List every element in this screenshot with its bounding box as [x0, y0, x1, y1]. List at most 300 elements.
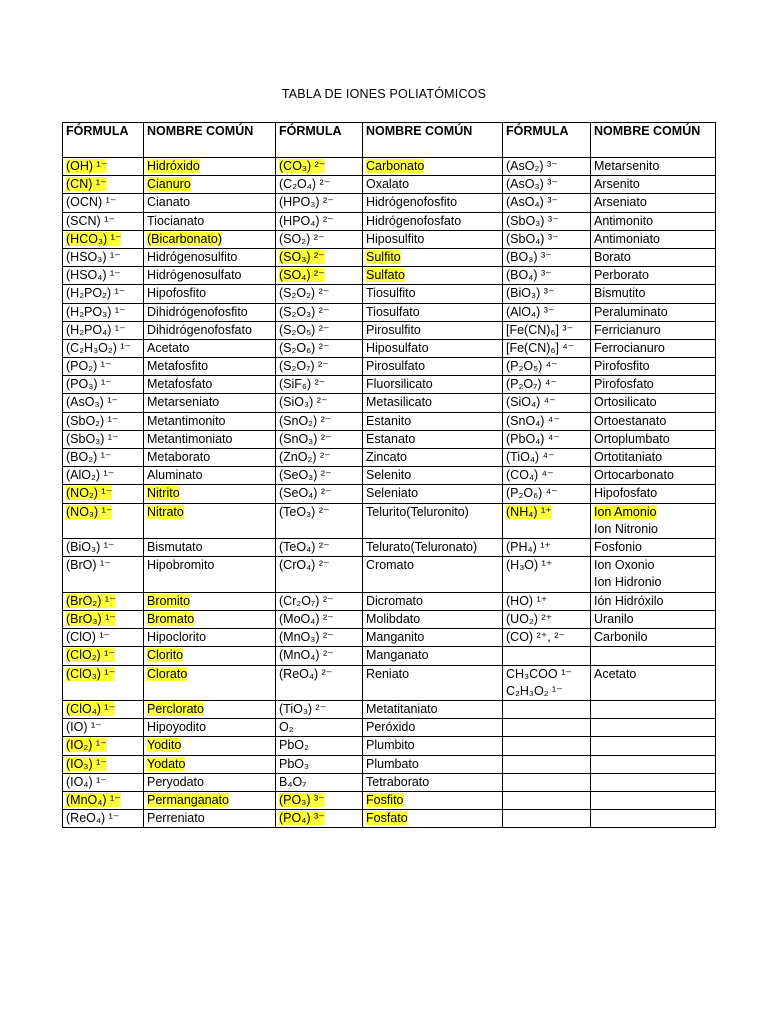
table-row	[63, 285, 716, 303]
cell-name-1	[144, 485, 276, 503]
cell-text: Pirosulfato	[366, 359, 426, 374]
cell-text: Arseniato	[594, 195, 647, 210]
cell-text: (P₂O₅) ⁴⁻	[506, 359, 558, 374]
cell-formula-2	[276, 212, 363, 230]
table-row	[63, 773, 716, 791]
cell-text: Bismutito	[594, 286, 646, 301]
cell-name-2	[363, 557, 503, 593]
cell-text: (PO₂) ¹⁻	[66, 359, 112, 374]
cell-text: (SO₂) ²⁻	[279, 231, 325, 246]
cell-text: Metasilicato	[366, 395, 432, 410]
cell-name-3	[591, 158, 716, 176]
cell-formula-3	[503, 358, 591, 376]
cell-text: Oxalato	[366, 177, 410, 192]
cell-formula-2	[276, 539, 363, 557]
cell-text: (CN) ¹⁻	[66, 177, 107, 192]
cell-name-1	[144, 557, 276, 593]
cell-text: (ZnO₂) ²⁻	[279, 450, 331, 464]
cell-name-3	[591, 539, 716, 557]
cell-name-3	[591, 737, 716, 755]
cell-text: Tiocianato	[147, 213, 205, 228]
cell-line	[279, 792, 359, 809]
cell-text: (S₂O₆) ²⁻	[279, 340, 330, 355]
cell-text: Ortocarbonato	[594, 468, 674, 483]
cell-text: (S₂O₇) ²⁻	[279, 359, 329, 374]
header-name-2: NOMBRE COMÚN	[363, 123, 503, 158]
cell-text: Metarsenito	[594, 159, 660, 173]
table-row	[63, 629, 716, 647]
cell-name-3	[591, 665, 716, 701]
cell-text: Fosfato	[366, 811, 408, 826]
cell-line	[147, 666, 272, 683]
cell-text: Tiosulfito	[366, 286, 416, 301]
cell-text: (ClO₄) ¹⁻	[66, 702, 116, 716]
cell-text: (ReO₄) ¹⁻	[66, 811, 120, 826]
cell-line	[147, 647, 272, 664]
cell-line	[147, 701, 272, 718]
cell-formula-3	[503, 339, 591, 357]
cell-line	[147, 485, 272, 502]
cell-text: (HSO₄) ¹⁻	[66, 268, 121, 283]
cell-formula-2	[276, 430, 363, 448]
cell-text: Peryodato	[147, 774, 204, 789]
table-row	[63, 810, 716, 828]
cell-line	[66, 611, 140, 628]
cell-name-3	[591, 610, 716, 628]
cell-text: Acetato	[147, 340, 190, 355]
cell-text: Zincato	[366, 450, 407, 464]
cell-formula-1	[63, 248, 144, 266]
cell-text: Ferricianuro	[594, 322, 661, 337]
cell-text: (TeO₄) ²⁻	[279, 540, 330, 555]
cell-text: Bismutato	[147, 540, 203, 555]
cell-text: (AsO₃) ³⁻	[506, 177, 558, 192]
cell-text: Hiposulfito	[366, 231, 425, 246]
cell-name-2	[363, 467, 503, 485]
cell-name-3	[591, 212, 716, 230]
cell-text: Ortotitaniato	[594, 450, 663, 464]
cell-line	[279, 267, 359, 284]
cell-text: Fluorsilicato	[366, 377, 433, 392]
cell-formula-1	[63, 737, 144, 755]
ions-table	[62, 122, 716, 828]
cell-name-1	[144, 248, 276, 266]
cell-formula-3	[503, 176, 591, 194]
cell-text: (CO₃) ²⁻	[279, 159, 326, 173]
cell-formula-3	[503, 267, 591, 285]
cell-line	[279, 249, 359, 266]
cell-formula-3	[503, 285, 591, 303]
cell-text: Molibdato	[366, 611, 421, 626]
cell-text: Nitrato	[147, 504, 184, 519]
cell-formula-1	[63, 285, 144, 303]
cell-text: Perclorato	[147, 702, 204, 716]
cell-text: Hidróxido	[147, 159, 200, 173]
cell-formula-1	[63, 647, 144, 665]
cell-line	[366, 792, 499, 809]
cell-text: Yodato	[147, 756, 186, 771]
cell-text: Hipofosfito	[147, 286, 207, 301]
cell-text: Metarseniato	[147, 395, 220, 410]
cell-name-1	[144, 449, 276, 467]
cell-formula-2	[276, 610, 363, 628]
cell-text: Bromato	[147, 611, 195, 626]
table-row	[63, 665, 716, 701]
table-row	[63, 737, 716, 755]
cell-text: Estanato	[366, 431, 416, 446]
cell-line	[66, 647, 140, 664]
cell-formula-1	[63, 610, 144, 628]
cell-name-3	[591, 810, 716, 828]
cell-text: Cromato	[366, 558, 414, 573]
cell-text: Carbonato	[366, 159, 425, 173]
cell-line	[66, 231, 140, 248]
cell-name-1	[144, 665, 276, 701]
cell-text: (HSO₃) ¹⁻	[66, 249, 121, 264]
header-formula-3: FÓRMULA	[503, 123, 591, 158]
cell-line	[147, 737, 272, 754]
cell-text: (NO₃) ¹⁻	[66, 504, 113, 519]
cell-text: (H₂PO₂) ¹⁻	[66, 286, 126, 301]
cell-name-1	[144, 773, 276, 791]
cell-line	[147, 593, 272, 610]
cell-text: Nitrito	[147, 486, 180, 501]
cell-formula-1	[63, 430, 144, 448]
cell-name-2	[363, 339, 503, 357]
cell-formula-2	[276, 267, 363, 285]
table-row	[63, 376, 716, 394]
cell-name-1	[144, 467, 276, 485]
cell-name-2	[363, 610, 503, 628]
cell-line	[147, 756, 272, 773]
table-row	[63, 412, 716, 430]
cell-text: (P₂O₆) ⁴⁻	[506, 486, 558, 501]
cell-text: Metantimoniato	[147, 431, 233, 446]
cell-text: (AsO₄) ³⁻	[506, 195, 558, 210]
cell-formula-2	[276, 339, 363, 357]
cell-formula-2	[276, 412, 363, 430]
cell-formula-3	[503, 467, 591, 485]
cell-name-2	[363, 412, 503, 430]
cell-formula-1	[63, 557, 144, 593]
cell-name-1	[144, 285, 276, 303]
cell-text: (C₂O₄) ²⁻	[279, 177, 331, 192]
cell-text: (IO₄) ¹⁻	[66, 774, 107, 789]
cell-text: (TiO₃) ²⁻	[279, 702, 327, 716]
cell-name-2	[363, 592, 503, 610]
cell-text: Hidrógenosulfato	[147, 268, 242, 283]
cell-text: (SiF₆) ²⁻	[279, 377, 326, 392]
cell-name-1	[144, 719, 276, 737]
cell-text: O₂	[279, 720, 294, 735]
cell-formula-1	[63, 719, 144, 737]
cell-name-1	[144, 158, 276, 176]
cell-text: (MnO₃) ²⁻	[279, 630, 334, 645]
cell-formula-3	[503, 503, 591, 539]
table-row	[63, 449, 716, 467]
cell-formula-1	[63, 755, 144, 773]
table-row	[63, 394, 716, 412]
cell-formula-2	[276, 176, 363, 194]
cell-formula-2	[276, 755, 363, 773]
cell-formula-2	[276, 449, 363, 467]
cell-text: Hipofosfato	[594, 486, 658, 501]
cell-formula-3	[503, 430, 591, 448]
cell-name-3	[591, 394, 716, 412]
cell-name-3	[591, 194, 716, 212]
cell-line	[66, 756, 140, 773]
cell-text: Selenito	[366, 468, 412, 483]
cell-text: (C₂H₃O₂) ¹⁻	[66, 340, 132, 355]
cell-text: (MoO₄) ²⁻	[279, 611, 334, 626]
cell-name-2	[363, 212, 503, 230]
cell-text: (SbO₄) ³⁻	[506, 231, 559, 246]
cell-name-3	[591, 701, 716, 719]
cell-text: (MnO₄) ²⁻	[279, 648, 334, 663]
cell-text: (PH₄) ¹⁺	[506, 540, 552, 555]
cell-text: Ferrocianuro	[594, 340, 665, 355]
cell-formula-2	[276, 194, 363, 212]
cell-text: [Fe(CN)₆] ³⁻	[506, 322, 574, 337]
cell-formula-1	[63, 376, 144, 394]
cell-name-2	[363, 248, 503, 266]
cell-line	[279, 158, 359, 175]
cell-formula-3	[503, 665, 591, 701]
cell-text: Metantimonito	[147, 413, 226, 428]
cell-name-3	[591, 285, 716, 303]
cell-name-2	[363, 285, 503, 303]
cell-text: Hidrógenofosfito	[366, 195, 458, 210]
cell-text: Sulfato	[366, 268, 405, 283]
table-row	[63, 230, 716, 248]
cell-text: (OH) ¹⁻	[66, 159, 108, 173]
cell-text: (S₂O₅) ²⁻	[279, 322, 330, 337]
cell-formula-1	[63, 412, 144, 430]
cell-text: (BiO₃) ³⁻	[506, 286, 555, 301]
cell-text: Pirofosfito	[594, 359, 650, 374]
cell-formula-3	[503, 810, 591, 828]
cell-text: Dicromato	[366, 593, 423, 608]
ions-table-body	[63, 158, 716, 828]
cell-text: Dihidrógenofosfato	[147, 322, 252, 337]
cell-formula-3	[503, 592, 591, 610]
cell-name-2	[363, 737, 503, 755]
cell-formula-2	[276, 701, 363, 719]
cell-name-2	[363, 321, 503, 339]
cell-text: Hipoclorito	[147, 630, 207, 645]
cell-line	[66, 593, 140, 610]
cell-text: (CO) ²⁺, ²⁻	[506, 630, 566, 645]
cell-name-1	[144, 610, 276, 628]
cell-formula-3	[503, 557, 591, 593]
table-row	[63, 212, 716, 230]
cell-text: [Fe(CN)₆] ⁴⁻	[506, 340, 575, 355]
cell-name-3	[591, 449, 716, 467]
cell-text: Perborato	[594, 268, 649, 283]
cell-text: Ión Hidróxilo	[594, 593, 664, 608]
cell-text: Hidrógenosulfito	[147, 249, 238, 264]
cell-text: (PbO₄) ⁴⁻	[506, 431, 560, 446]
cell-name-2	[363, 503, 503, 539]
cell-text: (SnO₃) ²⁻	[279, 431, 332, 446]
cell-name-1	[144, 810, 276, 828]
cell-line	[66, 504, 140, 521]
cell-name-2	[363, 773, 503, 791]
cell-name-1	[144, 358, 276, 376]
cell-text: (IO) ¹⁻	[66, 720, 102, 735]
cell-text: (H₃O) ¹⁺	[506, 558, 553, 573]
cell-text: (AlO₂) ¹⁻	[66, 468, 115, 483]
cell-name-2	[363, 230, 503, 248]
cell-text: Ortoestanato	[594, 413, 667, 428]
cell-text: (PO₃) ¹⁻	[66, 377, 112, 392]
cell-line	[66, 176, 140, 193]
cell-line	[66, 666, 140, 683]
cell-text: Ortoplumbato	[594, 431, 670, 446]
cell-text: (AsO₃) ¹⁻	[66, 395, 118, 410]
cell-text: Cianuro	[147, 177, 191, 192]
cell-text: Permanganato	[147, 792, 230, 807]
table-row	[63, 755, 716, 773]
cell-text: Sulfito	[366, 249, 401, 264]
cell-text: (SbO₃) ³⁻	[506, 213, 559, 228]
page-title: TABLA DE IONES POLIATÓMICOS	[281, 87, 487, 101]
cell-name-3	[591, 376, 716, 394]
cell-text: Manganito	[366, 630, 425, 645]
header-name-1: NOMBRE COMÚN	[144, 123, 276, 158]
cell-formula-1	[63, 467, 144, 485]
cell-text: Ion Amonio	[594, 504, 657, 519]
cell-formula-3	[503, 647, 591, 665]
cell-text: Tiosulfato	[366, 304, 420, 319]
cell-formula-2	[276, 285, 363, 303]
cell-name-2	[363, 176, 503, 194]
cell-name-3	[591, 339, 716, 357]
header-formula-1: FÓRMULA	[63, 123, 144, 158]
cell-name-2	[363, 755, 503, 773]
cell-formula-1	[63, 503, 144, 539]
cell-name-1	[144, 755, 276, 773]
table-row	[63, 592, 716, 610]
cell-text: (AsO₂) ³⁻	[506, 159, 558, 173]
cell-formula-1	[63, 194, 144, 212]
cell-line	[147, 158, 272, 175]
cell-text: (P₂O₇) ⁴⁻	[506, 377, 557, 392]
cell-text: (SnO₄) ⁴⁻	[506, 413, 560, 428]
cell-formula-3	[503, 321, 591, 339]
cell-formula-1	[63, 810, 144, 828]
cell-formula-1	[63, 449, 144, 467]
cell-name-2	[363, 665, 503, 701]
cell-line	[147, 792, 272, 809]
cell-text: (S₂O₂) ²⁻	[279, 286, 330, 301]
cell-line	[66, 701, 140, 718]
cell-name-2	[363, 647, 503, 665]
cell-text: Hidrógenofosfato	[366, 213, 462, 228]
cell-name-2	[363, 430, 503, 448]
table-row	[63, 158, 716, 176]
cell-text: (ClO₂) ¹⁻	[66, 648, 115, 663]
cell-line	[366, 158, 499, 175]
cell-text: (SbO₃) ¹⁻	[66, 431, 119, 446]
cell-formula-1	[63, 701, 144, 719]
cell-name-3	[591, 647, 716, 665]
cell-text: Reniato	[366, 666, 410, 681]
cell-line	[506, 504, 587, 521]
table-row	[63, 358, 716, 376]
cell-text: (HO) ¹⁺	[506, 593, 548, 608]
cell-text: (UO₂) ²⁺	[506, 611, 553, 626]
cell-text: (CO₄) ⁴⁻	[506, 468, 554, 483]
cell-name-3	[591, 303, 716, 321]
cell-text: Ion Oxonio	[594, 558, 655, 573]
cell-text: Perreniato	[147, 811, 205, 826]
header-name-3: NOMBRE COMÚN	[591, 123, 716, 158]
cell-name-1	[144, 394, 276, 412]
cell-text: (BO₂) ¹⁻	[66, 450, 112, 464]
cell-text-second-line: Ion Hidronio	[594, 575, 662, 590]
cell-name-1	[144, 212, 276, 230]
cell-name-3	[591, 557, 716, 593]
cell-line	[147, 176, 272, 193]
cell-text: Antimoniato	[594, 231, 661, 246]
cell-formula-3	[503, 701, 591, 719]
cell-line	[66, 158, 140, 175]
cell-text: (BiO₃) ¹⁻	[66, 540, 115, 555]
cell-name-1	[144, 339, 276, 357]
cell-text: Yodito	[147, 738, 182, 753]
cell-text: Arsenito	[594, 177, 640, 192]
cell-formula-1	[63, 267, 144, 285]
cell-formula-2	[276, 592, 363, 610]
cell-line	[66, 792, 140, 809]
cell-name-1	[144, 647, 276, 665]
cell-name-3	[591, 321, 716, 339]
cell-name-3	[591, 791, 716, 809]
cell-formula-2	[276, 629, 363, 647]
cell-text: Seleniato	[366, 486, 419, 501]
cell-name-1	[144, 791, 276, 809]
cell-formula-2	[276, 791, 363, 809]
cell-formula-1	[63, 485, 144, 503]
table-row	[63, 791, 716, 809]
cell-text: (BrO) ¹⁻	[66, 558, 111, 573]
table-row	[63, 321, 716, 339]
table-row	[63, 503, 716, 539]
cell-formula-2	[276, 485, 363, 503]
cell-text: (AlO₄) ³⁻	[506, 304, 555, 319]
cell-text: (NO₂) ¹⁻	[66, 486, 113, 501]
cell-text: Plumbato	[366, 756, 419, 771]
cell-text: (Bicarbonato)	[147, 231, 223, 246]
cell-text: Metafosfato	[147, 377, 213, 392]
cell-formula-3	[503, 194, 591, 212]
cell-name-1	[144, 503, 276, 539]
cell-formula-1	[63, 773, 144, 791]
cell-line	[66, 737, 140, 754]
cell-name-2	[363, 629, 503, 647]
table-row	[63, 485, 716, 503]
cell-formula-3	[503, 773, 591, 791]
cell-text: (H₂PO₄) ¹⁻	[66, 322, 126, 337]
cell-name-3	[591, 719, 716, 737]
table-row	[63, 610, 716, 628]
cell-formula-2	[276, 719, 363, 737]
cell-formula-3	[503, 394, 591, 412]
cell-name-1	[144, 194, 276, 212]
cell-name-2	[363, 267, 503, 285]
cell-name-3	[591, 248, 716, 266]
